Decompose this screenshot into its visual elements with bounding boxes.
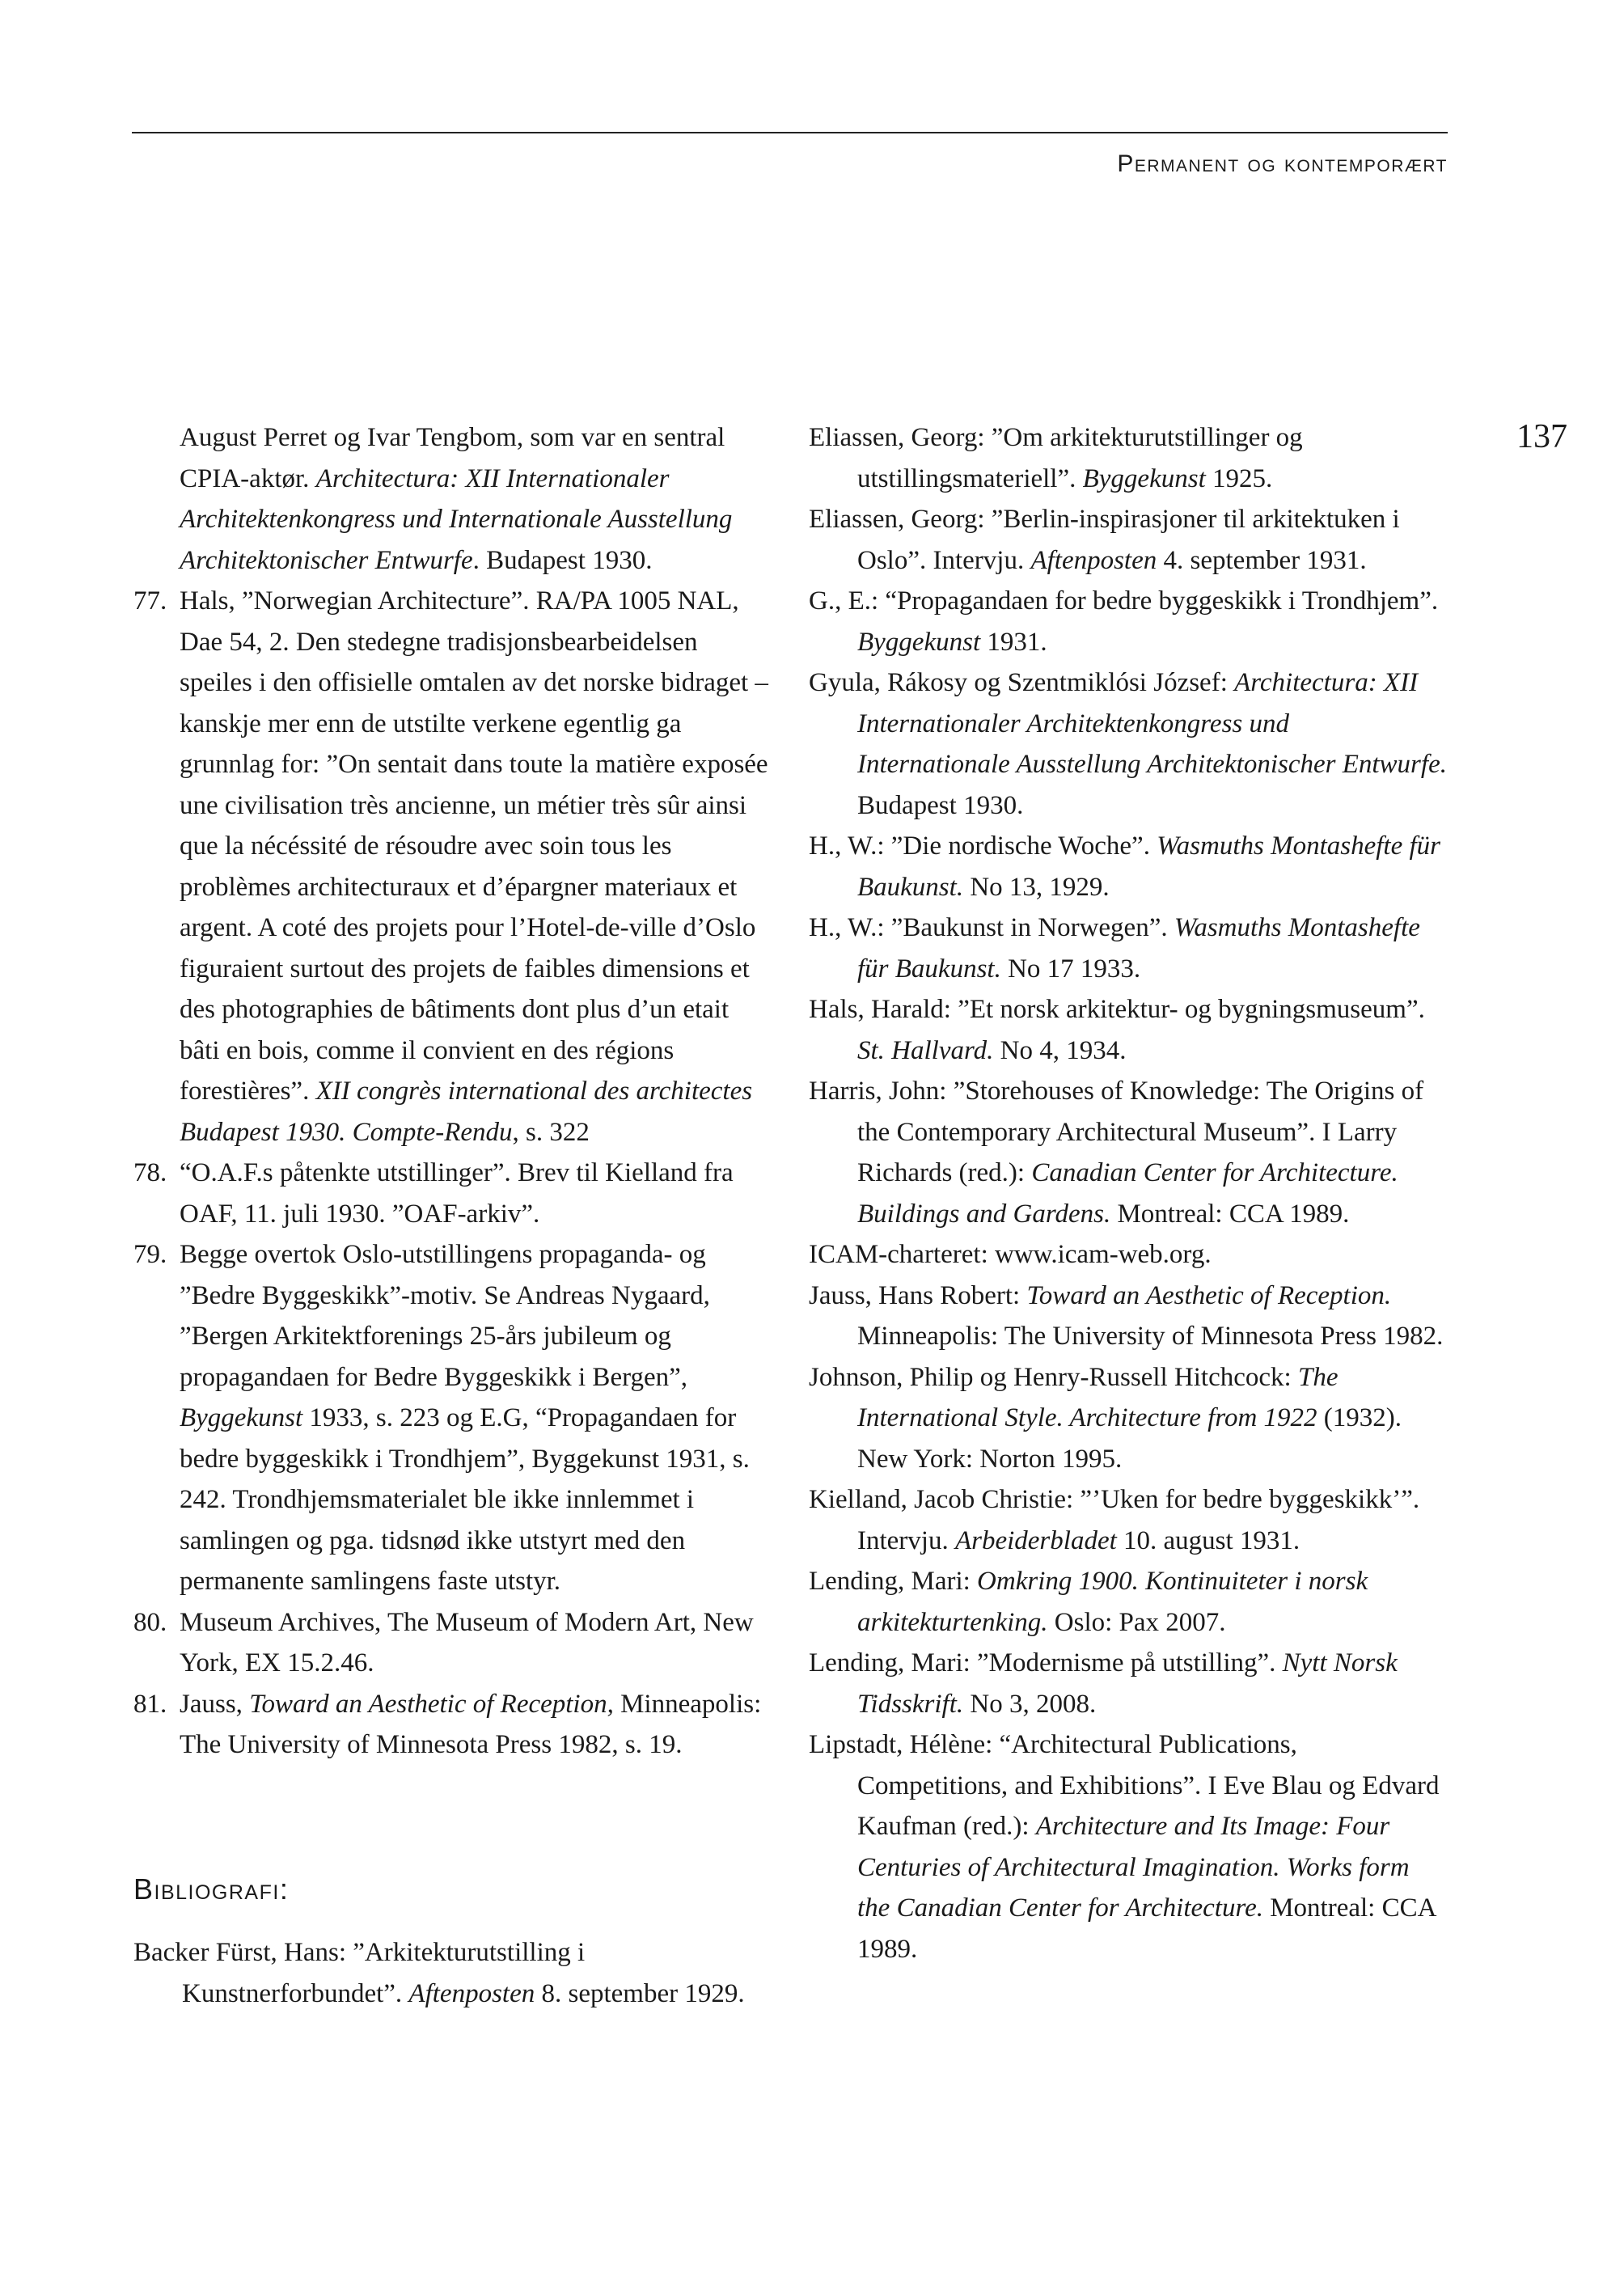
right-column (809, 417, 1448, 1969)
text-run-italic: Byggekunst (857, 627, 981, 657)
text-run: (1932). New York: Norton 1995. (857, 1403, 1402, 1474)
text-run: Museum Archives, The Museum of Modern Art, New York, EX 15.2.46. (180, 1607, 754, 1677)
text-run-italic: Architectura: XII Internationaler Architektenkongress und Internationale Ausstellung Architektonischer Entwurfe. (857, 668, 1447, 779)
text-run: Backer Fürst, Hans: ”Arkitekturutstilling i Kunstnerforbundet”. (133, 1938, 586, 2008)
text-run: “O.A.F.s påtenkte utstillinger”. Brev til Kielland fra OAF, 11. juli 1930. ”OAF-arkiv”. (180, 1158, 734, 1229)
bibliography-entry (809, 1276, 1448, 1357)
running-head: Permanent og kontemporært (1117, 150, 1448, 177)
footnote-text (180, 581, 772, 1153)
text-run: Montreal: CCA 1989. (857, 1893, 1436, 1964)
text-run: Lending, Mari: (809, 1567, 978, 1596)
bibliography-entry (809, 1479, 1448, 1561)
text-run: Lipstadt, Hélène: “Architectural Publications, Competitions, and Exhibitions”. I Eve Blau og Edvard Kaufman (red.): (809, 1730, 1440, 1841)
bibliography-entry (809, 581, 1448, 662)
text-run: Harris, John: ”Storehouses of Knowledge: The Origins of the Contemporary Architectural Museum”. I Larry Richards (red.): (809, 1077, 1424, 1187)
header-rule (132, 132, 1448, 133)
bibliography-entry (809, 989, 1448, 1071)
text-run-italic: Aftenposten (1030, 545, 1157, 575)
bibliography-entry (809, 1071, 1448, 1234)
text-run-italic: Byggekunst (1082, 463, 1206, 493)
text-run: H., W.: ”Baukunst in Norwegen”. (809, 913, 1174, 942)
text-run: G., E.: “Propagandaen for bedre byggeskikk i Trondhjem”. (809, 586, 1439, 616)
text-run: No 13, 1929. (963, 872, 1110, 902)
bibliography-entry (809, 1234, 1448, 1276)
text-run: 1925. (1205, 463, 1273, 493)
text-run: 4. september 1931. (1157, 545, 1367, 575)
text-run: 10. august 1931. (1116, 1525, 1300, 1555)
text-run-italic: St. Hallvard. (857, 1035, 994, 1065)
text-run-italic: Aftenposten (408, 1978, 535, 2008)
note-continuation (133, 417, 772, 581)
bibliography-entry (809, 662, 1448, 826)
bibliography-entry (809, 1357, 1448, 1480)
footnote (133, 581, 772, 1153)
text-run: No 3, 2008. (963, 1689, 1097, 1719)
text-run: No 4, 1934. (993, 1035, 1127, 1065)
footnote-text (180, 1153, 772, 1234)
text-run-italic: Toward an Aesthetic of Reception. (1026, 1280, 1392, 1310)
text-run: Montreal: CCA 1989. (1110, 1199, 1350, 1229)
text-run-italic: Arbeiderbladet (954, 1525, 1117, 1555)
text-run: Gyula, Rákosy og Szentmiklósi József: (809, 668, 1235, 697)
text-run: 8. september 1929. (535, 1978, 745, 2008)
text-run: , s. 322 (512, 1117, 590, 1147)
footnote-number: 77. (133, 586, 167, 616)
text-run: Minneapolis: The University of Minnesota Press 1982, s. 19. (180, 1689, 762, 1759)
footnote-text (180, 1684, 772, 1766)
text-run-italic: Architectura: XII Internationaler Architektenkongress und Internationale Ausstellung Architektonischer Entwurfe (180, 463, 733, 575)
page-number: 137 (1516, 418, 1567, 455)
text-run: Kielland, Jacob Christie: ”’Uken for bedre byggeskikk’”. Intervju. (809, 1485, 1420, 1555)
text-run: 1933, s. 223 og E.G, “Propagandaen for bedre byggeskikk i Trondhjem”, Byggekunst 1931, s. 242. Trondhjemsmaterialet ble ikke innlemmet i samlingen og pga. tidsnød ikke utstyrt med den permanente samlingens faste utstyr. (180, 1403, 750, 1596)
bibliography-entry (809, 907, 1448, 989)
text-run-italic: Omkring 1900. Kontinuiteter i norsk arkitekturtenking. (857, 1567, 1368, 1637)
text-run: Budapest 1930. (857, 790, 1024, 820)
text-run: August Perret og Ivar Tengbom, som var en sentral CPIA-aktør. (180, 423, 725, 493)
left-column (133, 417, 772, 2014)
text-run: Oslo: Pax 2007. (1047, 1607, 1226, 1637)
footnote-number: 79. (133, 1240, 167, 1269)
bibliography-entry (809, 499, 1448, 581)
footnote (133, 1684, 772, 1766)
text-run: Hals, Harald: ”Et norsk arkitektur- og bygningsmuseum”. (809, 995, 1425, 1024)
text-run: Eliassen, Georg: ”Berlin-inspirasjoner til arkitektuken i Oslo”. Intervju. (809, 505, 1400, 575)
bibliography-entry (809, 1643, 1448, 1724)
text-run: Lending, Mari: ”Modernisme på utstilling”. (809, 1648, 1283, 1677)
text-run-italic: Nytt Norsk Tidsskrift. (857, 1648, 1398, 1719)
bibliography-entry (809, 417, 1448, 499)
bibliography-heading: Bibliografi: (133, 1872, 290, 1906)
text-run: . Budapest 1930. (472, 545, 653, 575)
text-run-italic: Canadian Center for Architecture. Buildings and Gardens. (857, 1158, 1398, 1229)
bibliography-entry (809, 1724, 1448, 1969)
text-run: ICAM-charteret: www.icam-web.org. (809, 1240, 1212, 1269)
text-run: Begge overtok Oslo-utstillingens propaganda- og ”Bedre Byggeskikk”-motiv. Se Andreas Nygaard, ”Bergen Arkitektforenings 25-års jubileum og propagandaen for Bedre Byggeskikk i Bergen”, (180, 1240, 710, 1392)
footnote-number: 81. (133, 1689, 167, 1719)
footnote-number: 80. (133, 1607, 167, 1637)
text-run: Johnson, Philip og Henry-Russell Hitchcock: (809, 1362, 1298, 1392)
text-run-italic: Toward an Aesthetic of Reception, (249, 1689, 614, 1719)
bibliography-entry (133, 1932, 772, 2014)
text-run: Hals, ”Norwegian Architecture”. RA/PA 1005 NAL, Dae 54, 2. Den stedegne tradisjonsbearbeidelsen speiles i den offisielle omtalen av det norske bidraget – kanskje mer enn de utstilte verkene egentlig ga grunnlag for: ”On sentait dans toute la matière exposée une civilisation très ancienne, un métier très sûr ainsi que la nécéssité de résoudre avec soin tous les problèmes architecturaux et d’épargner materiaux et argent. A coté des projets pour l’Hotel-de-ville d’Oslo figuraient surtout des projets de faibles dimensions et des photographies de bâtiments dont plus d’un etait bâti en bois, comme il convient en des régions forestières”. (180, 586, 768, 1106)
text-run-italic: Wasmuths Montashefte für Baukunst. (857, 913, 1420, 984)
text-run: Eliassen, Georg: ”Om arkitekturutstillinger og utstillingsmateriell”. (809, 423, 1303, 493)
text-run-italic: Architecture and Its Image: Four Centuries of Architectural Imagination. Works form the Canadian Center for Architecture. (857, 1812, 1410, 1923)
text-run: No 17 1933. (1000, 954, 1141, 984)
text-run: H., W.: ”Die nordische Woche”. (809, 831, 1157, 861)
footnote (133, 1234, 772, 1602)
text-run: 1931. (980, 627, 1047, 657)
text-run-italic: Byggekunst (180, 1403, 303, 1432)
footnote (133, 1602, 772, 1684)
footnote-text (180, 1602, 772, 1684)
footnote-text (180, 1234, 772, 1602)
bibliography-entry (809, 826, 1448, 907)
text-run: Jauss, (180, 1689, 250, 1719)
footnote (133, 1153, 772, 1234)
text-run-italic: XII congrès international des architectes Budapest 1930. Compte-Rendu (180, 1077, 753, 1147)
text-run: Minneapolis: The University of Minnesota Press 1982. (857, 1322, 1444, 1351)
text-run-italic: The International Style. Architecture from 1922 (857, 1362, 1339, 1432)
footnote-number: 78. (133, 1158, 167, 1187)
text-run: Jauss, Hans Robert: (809, 1280, 1027, 1310)
bibliography-entry (809, 1561, 1448, 1643)
text-run-italic: Wasmuths Montashefte für Baukunst. (857, 831, 1441, 902)
